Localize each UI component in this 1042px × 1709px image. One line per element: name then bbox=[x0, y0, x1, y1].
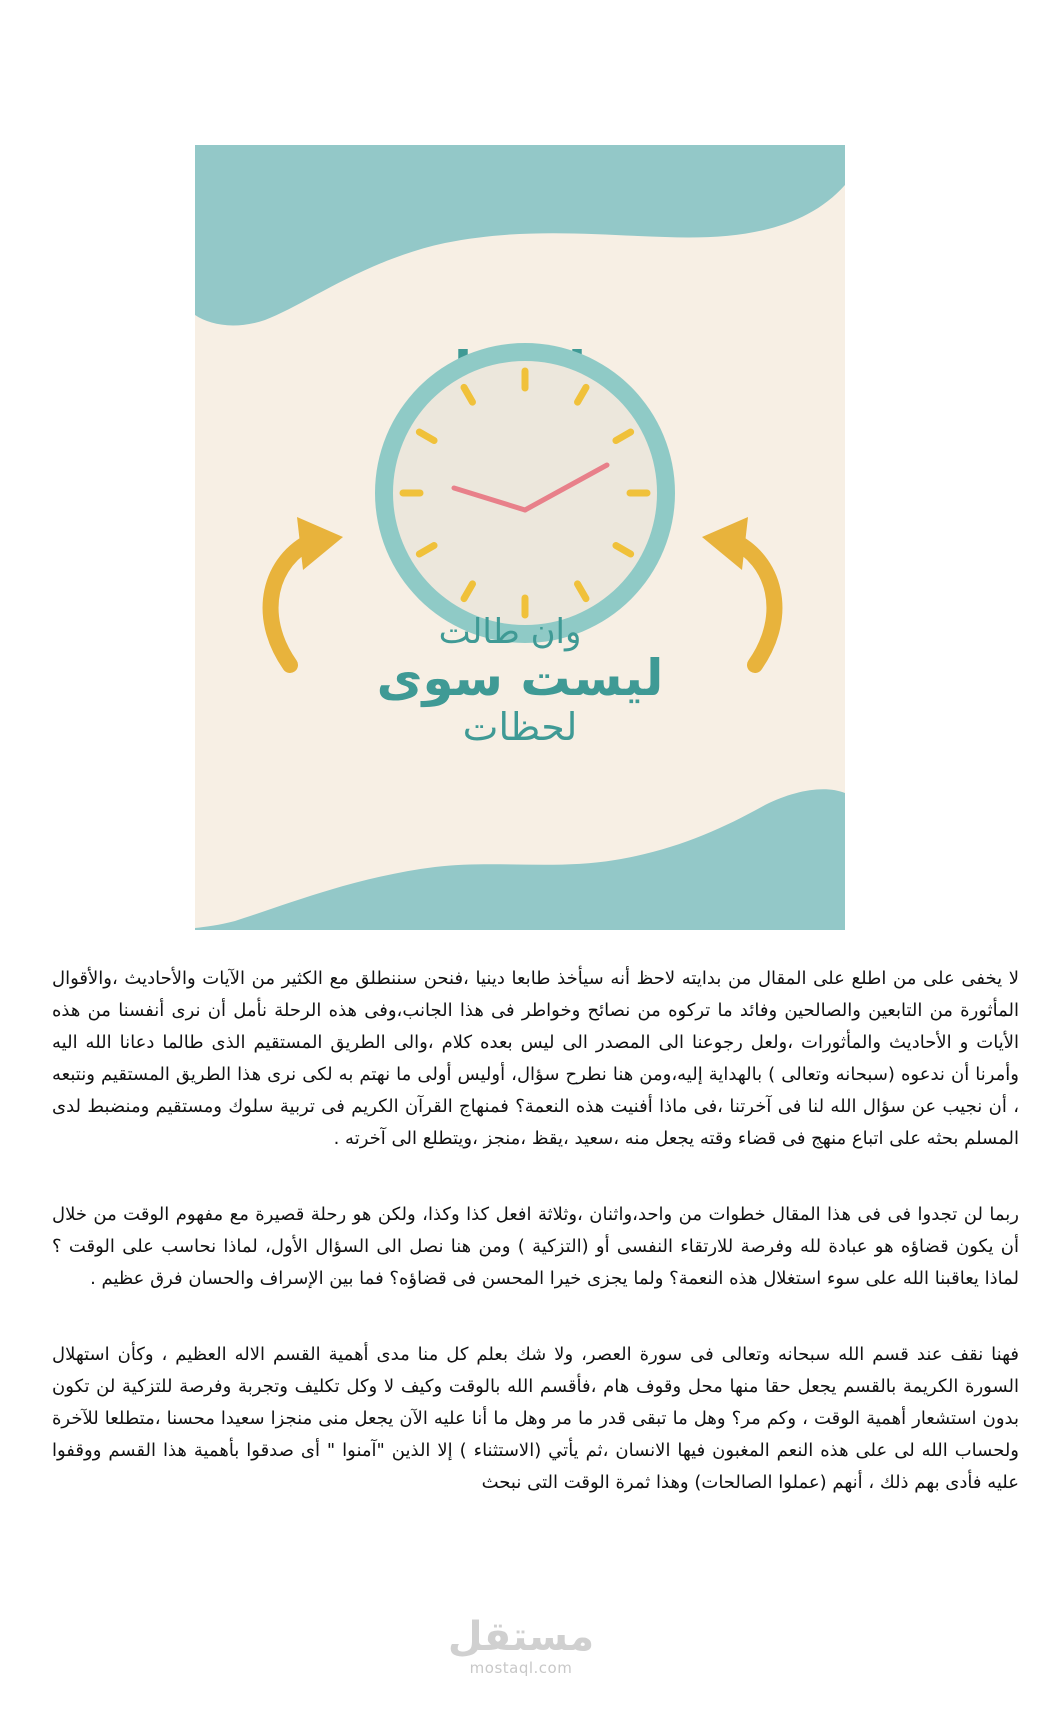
clock-icon bbox=[375, 343, 675, 643]
poster-line-1: وان طالت bbox=[438, 612, 582, 652]
article-paragraph-3: فهنا نقف عند قسم الله سبحانه وتعالى فى سورة العصر، ولا شك بعلم كل منا مدى أهمية القسم الاله العظيم ، وكأن استهلال السورة الكريمة بالقسم يجعل حقا منها محل وقوف هام ،فأقسم الله بالوقت وكيف لا وكل تكليف وتجربة وفرصة للتزكية لن تكون بدون استشعار أهمية الوقت ، وكم مر؟ وهل ما تبقى قدر ما مر وهل ما أنا عليه الآن يجعل منى منجزا سعيدا محسنا ،متطلعا للآخرة ولحساب الله لى على هذه النعم المغبون فيها الانسان ،ثم يأتي (الاستثناء ) إلا الذين "آمنوا " أى صدقوا بأهمية هذا القسم ووقفوا عليه فأدى بهم ذلك ، أنهم (عملوا الصالحات) وهذا ثمرة الوقت التى نبحث bbox=[52, 1344, 1019, 1493]
poster-line-3: لحظات bbox=[462, 705, 578, 749]
article-paragraph-2: ربما لن تجدوا فى فى هذا المقال خطوات من واحد،واثنان ،وثلاثة افعل كذا وكذا، ولكن هو رحلة قصيرة مع مفهوم الوقت من خلال أن يكون قضاؤه هو عبادة لله وفرصة للارتقاء النفسى أو (التزكية ) ومن هنا نصل الى السؤال الأول، لماذا نحاسب على الوقت ؟ لماذا يعاقبنا الله على سوء استغلال هذه النعمة؟ ولما يجزى خيرا المحسن فى قضاؤه؟ فما بين الإسراف والحسان فرق عظيم . bbox=[52, 1204, 1019, 1289]
article-body bbox=[52, 963, 1019, 1543]
mostaql-logo-arabic: مستقل bbox=[447, 1614, 595, 1660]
mostaql-logo-url: mostaql.com bbox=[469, 1659, 573, 1677]
poster-image bbox=[195, 145, 845, 930]
mostaql-watermark bbox=[0, 1615, 1042, 1677]
poster-illustration bbox=[195, 145, 845, 930]
poster-line-2: ليست سوى bbox=[376, 649, 664, 707]
clock-face bbox=[393, 361, 657, 625]
article-paragraph-1: لا يخفى على من اطلع على المقال من بدايته لاحظ أنه سيأخذ طابعا دينيا ،فنحن سننطلق مع الكثير من الآيات والأحاديث ،والأقوال المأثورة من التابعين والصالحين وفائد ما تركوه من نصائح وخواطر فى هذا الجانب،وفى هذه الرحلة نأمل أن نرى أنفسنا من هذه الأيات و الأحاديث والمأثورات ،ولعل رجوعنا الى المصدر الى ليس بعده كلام ،والى الطريق المستقيم الذى طالما دعانا الله اليه وأمرنا أن ندعوه (سبحانه وتعالى ) بالهداية إليه،ومن هنا نطرح سؤال، أوليس أولى ما نهتم به لكى نرى هذا الطريق المستقيم ونتبعه ، أن نجيب عن سؤال الله لنا فى آخرتنا ،فى ماذا أفنيت هذه النعمة؟ فمنهاج القرآن الكريم فى تربية سلوك ومستقيم ومنضبط لدى المسلم بحثه على اتباع منهج فى قضاء وقته يجعل منه ،سعيد ،يقظ ،منجز ،ويتطلع الى آخرته . bbox=[52, 968, 1019, 1149]
